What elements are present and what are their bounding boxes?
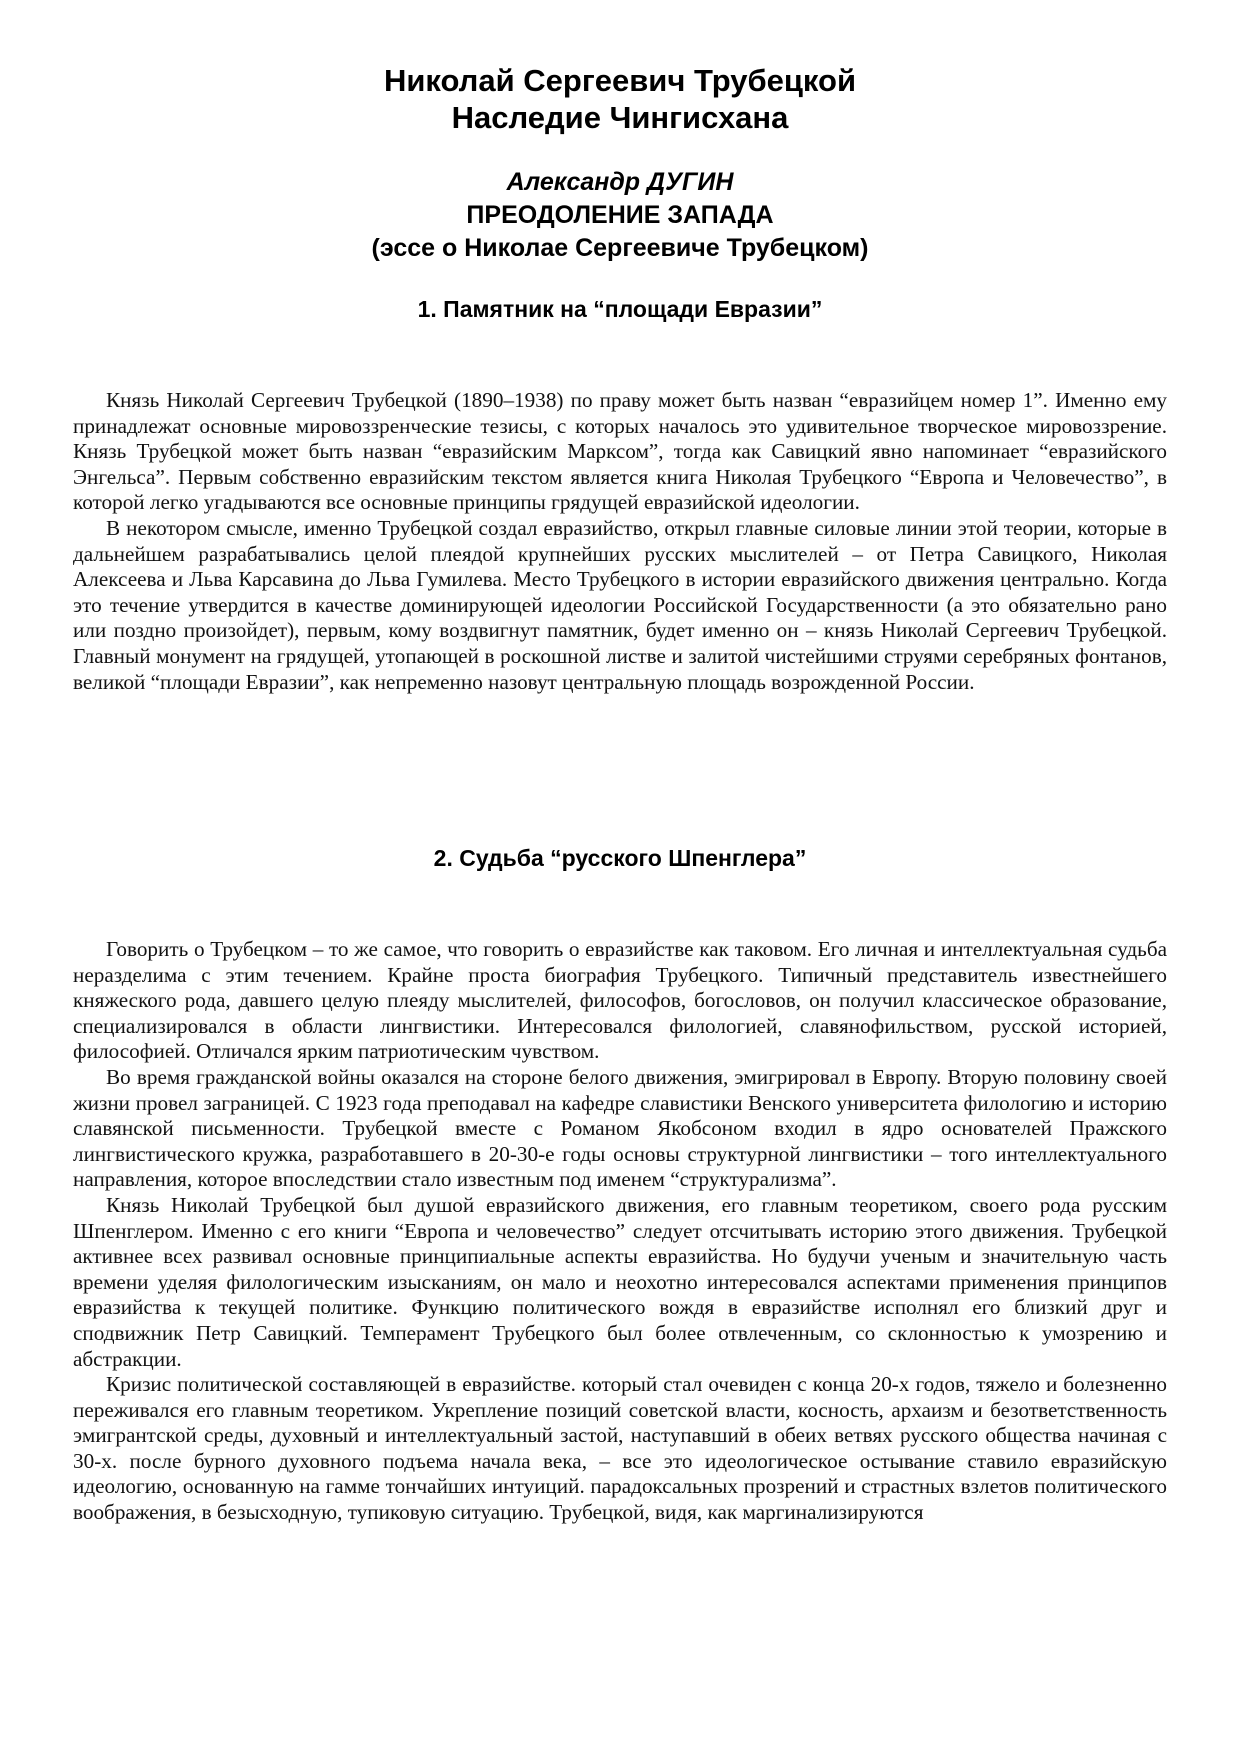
section-heading-1: 1. Памятник на “площади Евразии” <box>417 296 823 322</box>
section-1-body <box>73 388 1167 695</box>
essay-subtitle: (эссе о Николае Сергеевиче Трубецком) <box>371 234 869 262</box>
paragraph: Во время гражданской войны оказался на стороне белого движения, эмигрировал в Европу. Вторую половину своей жизни провел заграницей. С 1923 года преподавал на кафедре славистики Венского университета филологию и историю славянской письменности. Трубецкой вместе с Романом Якобсоном входил в ядро основателей Пражского лингвистического кружка, разработавшего в 20-30-е годы основы структурной лингвистики – того интеллектуального направления, которое впоследствии стало известным под именем “структурализма”. <box>73 1064 1167 1192</box>
paragraph: Князь Николай Трубецкой был душой евразийского движения, его главным теоретиком, своего рода русским Шпенглером. Именно с его книги “Европа и человечество” следует отсчитывать историю этого движения. Трубецкой активнее всех развивал основные принципиальные аспекты евразийства. Но будучи ученым и значительную часть времени уделяя филологическим изысканиям, он мало и неохотно интересовался аспектами применения принципов евразийства к текущей политике. Функцию политического вождя в евразийстве исполнял его близкий друг и сподвижник Петр Савицкий. Темперамент Трубецкого был более отвлеченным, со склонностью к умозрению и абстракции. <box>73 1192 1167 1371</box>
paragraph: В некотором смысле, именно Трубецкой создал евразийство, открыл главные силовые линии этой теории, которые в дальнейшем разрабатывались целой плеядой крупнейших русских мыслителей – от Петра Савицкого, Николая Алексеева и Льва Карсавина до Льва Гумилева. Место Трубецкого в истории евразийского движения центрально. Когда это течение утвердится в качестве доминирующей идеологии Российской Государственности (а это обязательно рано или поздно произойдет), первым, кому воздвигнут памятник, будет именно он – князь Николай Сергеевич Трубецкой. Главный монумент на грядущей, утопающей в роскошной листве и залитой чистейшими струями серебряных фонтанов, великой “площади Евразии”, как непременно назовут центральную площадь возрожденной России. <box>73 515 1167 694</box>
essay-author: Александр ДУГИН <box>506 168 734 196</box>
paragraph: Говорить о Трубецком – то же самое, что говорить о евразийстве как таковом. Его личная и интеллектуальная судьба неразделима с этим течением. Крайне проста биография Трубецкого. Типичный представитель известнейшего княжеского рода, давшего целую плеяду мыслителей, философов, богословов, он получил классическое образование, специализировался в области лингвистики. Интересовался филологией, славянофильством, русской историей, философией. Отличался ярким патриотическим чувством. <box>73 937 1167 1064</box>
paragraph: Князь Николай Сергеевич Трубецкой (1890–1938) по праву может быть назван “евразийцем номер 1”. Именно ему принадлежат основные мировоззренческие тезисы, с которых началось это удивительное творческое мировоззрение. Князь Трубецкой может быть назван “евразийским Марксом”, тогда как Савицкий явно напоминает “евразийского Энгельса”. Первым собственно евразийским текстом является книга Николая Трубецкого “Европа и Человечество”, в которой легко угадываются все основные принципы грядущей евразийской идеологии. <box>73 388 1167 515</box>
essay-title: ПРЕОДОЛЕНИЕ ЗАПАДА <box>466 201 774 229</box>
section-heading-2: 2. Судьба “русского Шпенглера” <box>433 845 807 871</box>
book-title: Наследие Чингисхана <box>451 100 789 135</box>
section-2-body <box>73 937 1167 1526</box>
book-author-title: Николай Сергеевич Трубецкой <box>383 63 857 98</box>
paragraph: Кризис политической составляющей в евразийстве. который стал очевиден с конца 20-х годов, тяжело и болезненно переживался его главным теоретиком. Укрепление позиций советской власти, косность, архаизм и безответственность эмигрантской среды, духовный и интеллектуальный застой, наступавший в обеих ветвях русского общества начиная с 30-х. после бурного духовного подъема начала века, – все это идеологическое остывание ставило евразийскую идеологию, основанную на гамме тончайших интуиций. парадоксальных прозрений и страстных взлетов политического воображения, в безысходную, тупиковую ситуацию. Трубецкой, видя, как маргинализируются <box>73 1372 1167 1525</box>
